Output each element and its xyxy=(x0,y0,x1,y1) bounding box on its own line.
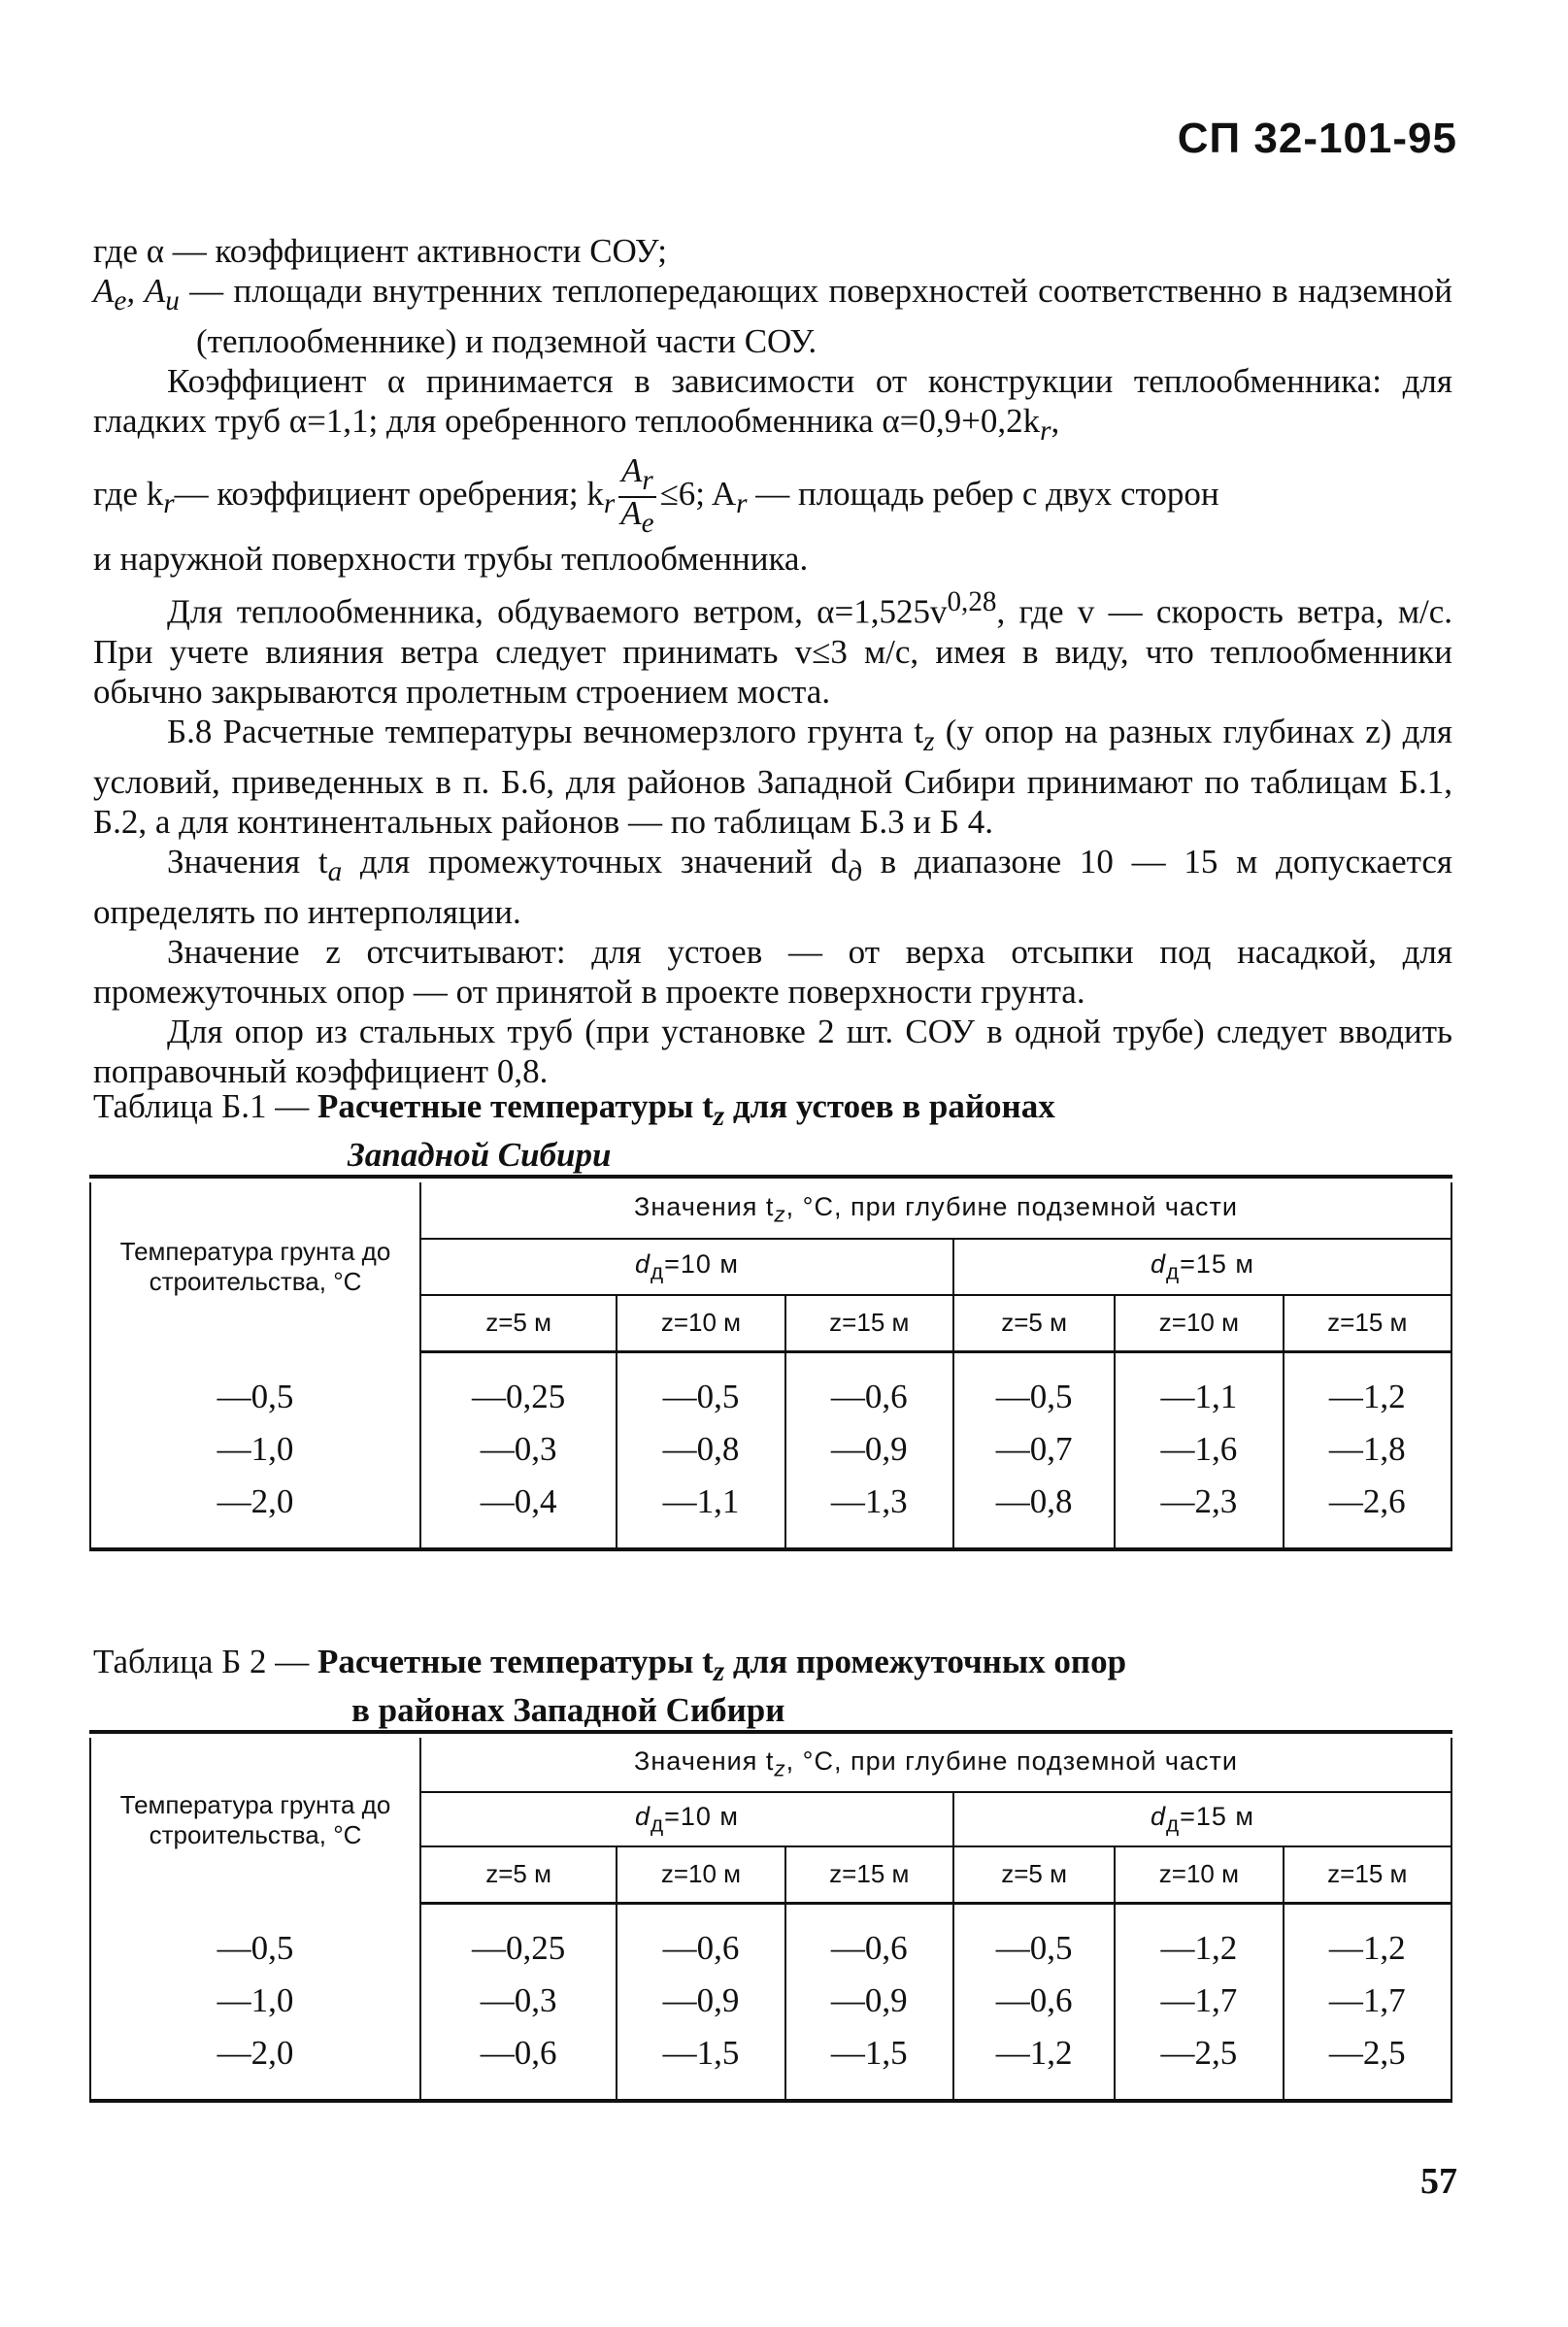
table-cell: —0,4 xyxy=(420,1476,617,1528)
table2 xyxy=(89,1738,1452,2103)
table-cell: —2,5 xyxy=(1115,2027,1283,2079)
symbol-sub: д xyxy=(848,855,862,887)
symbol-sub: z xyxy=(713,1101,725,1132)
text-fragment: Значения t xyxy=(634,1746,775,1777)
symbol: d xyxy=(634,1248,651,1279)
fraction-numerator xyxy=(618,451,655,498)
table2-caption-line1 xyxy=(93,1643,1126,1691)
table1-col-temperature: Температура грунта до строительства, °С xyxy=(90,1182,420,1351)
table2-group-d15 xyxy=(953,1792,1451,1846)
text-fragment: Б.8 Расчетные температуры вечномерзлого грунта t xyxy=(167,712,924,750)
symbol-sub: r xyxy=(1040,416,1051,447)
table1-spacer-bottom xyxy=(90,1528,1451,1549)
symbol: A xyxy=(621,451,643,489)
text-fragment: для промежуточных значений d xyxy=(342,842,849,881)
table-cell: —2,3 xyxy=(1115,1476,1283,1528)
caption-title xyxy=(317,1643,1127,1687)
table2-subcol: z=5 м xyxy=(420,1846,617,1903)
table2-group-d10 xyxy=(420,1792,953,1846)
table1-subcol: z=15 м xyxy=(785,1295,953,1351)
table-cell: —1,5 xyxy=(785,2027,953,2079)
table2-spacer-bottom xyxy=(90,2079,1451,2101)
table-cell: —1,7 xyxy=(1284,1975,1451,2027)
symbol-sub: z xyxy=(774,1756,786,1781)
table2-caption-line2: в районах Западной Сибири xyxy=(351,1691,785,1729)
table1-subcol: z=15 м xyxy=(1284,1295,1451,1351)
table-cell: —1,2 xyxy=(1115,1922,1283,1975)
table-cell: —0,5 xyxy=(90,1922,420,1975)
document-code-header: СП 32-101-95 xyxy=(1177,115,1457,162)
table2-top-rule xyxy=(89,1730,1452,1734)
paragraph-alpha-def: где α — коэффициент активности СОУ; xyxy=(93,232,668,270)
text-fragment: =10 м xyxy=(664,1248,739,1279)
symbol: A xyxy=(620,494,642,532)
table-cell: —0,8 xyxy=(617,1423,784,1476)
symbol-sub: д xyxy=(1165,1812,1181,1837)
table-cell: —2,0 xyxy=(90,2027,420,2079)
table-cell: —0,6 xyxy=(617,1922,784,1975)
table-row xyxy=(90,1476,1451,1528)
symbol-sub: z xyxy=(923,725,935,757)
symbol-sub: e xyxy=(114,285,127,316)
symbol: d xyxy=(1150,1801,1166,1831)
symbol: d xyxy=(634,1801,651,1831)
paragraph-steel-pipes: Для опор из стальных труб (при установке 2 шт. СОУ в одной трубе) следует вводить поправочный коэффициент 0,8. xyxy=(93,1012,1452,1090)
table-cell: —1,2 xyxy=(1284,1371,1451,1423)
table2-spacer xyxy=(90,1903,1451,1922)
table1-header-row-1 xyxy=(90,1182,1451,1239)
symbol-sub: z xyxy=(774,1202,786,1227)
table2-header-row-1 xyxy=(90,1738,1451,1792)
table-row xyxy=(90,1975,1451,2027)
table-cell: —0,25 xyxy=(420,1922,617,1975)
text-fragment: , где v — скорость ветра, м/с. При учете влияния ветра следует принимать v≤3 м/с, имея в виду, что теплообменники обычно закрываются пролетным строением моста. xyxy=(93,592,1452,711)
table-cell: —0,9 xyxy=(785,1423,953,1476)
table-cell: —1,0 xyxy=(90,1423,420,1476)
table-cell: —2,0 xyxy=(90,1476,420,1528)
page-number: 57 xyxy=(1420,2161,1457,2202)
fraction-denominator xyxy=(618,494,655,539)
symbol-a2: , A xyxy=(126,272,166,310)
table-cell: —0,6 xyxy=(953,1975,1115,2027)
table1-caption xyxy=(93,1087,1055,1175)
table-cell: —1,0 xyxy=(90,1975,420,2027)
table1-span-header xyxy=(420,1182,1451,1239)
text-fragment: Значения t xyxy=(634,1192,775,1222)
table2-caption xyxy=(93,1643,1126,1730)
text-fragment: , xyxy=(1051,402,1060,440)
text-fragment: (у опор на разных глубинах z) для условий, приведенных в п. Б.6, для районов Западной Сибири принимают по таблицам Б.1, Б.2, а для континентальных районов — по таблицам Б.3 и Б 4. xyxy=(93,712,1452,841)
table1-subcol: z=10 м xyxy=(1115,1295,1283,1351)
caption-prefix: Таблица Б 2 — xyxy=(93,1643,318,1680)
text-fragment: в диапазоне 10 — 15 м допускается определять по интерполяции. xyxy=(93,842,1452,931)
symbol-sub: r xyxy=(163,488,175,520)
text-fragment: Расчетные температуры t xyxy=(317,1087,714,1125)
table-cell: —0,6 xyxy=(785,1922,953,1975)
table1-subcol: z=10 м xyxy=(617,1295,784,1351)
table1-group-d10 xyxy=(420,1239,953,1295)
table-cell: —1,2 xyxy=(953,2027,1115,2079)
table-cell: —1,2 xyxy=(1284,1922,1451,1975)
table-cell: —1,5 xyxy=(617,2027,784,2079)
table-cell: —0,7 xyxy=(953,1423,1115,1476)
table1-top-rule xyxy=(89,1175,1452,1179)
table2-subcol: z=10 м xyxy=(617,1846,784,1903)
table-cell: —0,8 xyxy=(953,1476,1115,1528)
table-cell: —1,6 xyxy=(1115,1423,1283,1476)
text-fragment: ≤6; A xyxy=(659,475,737,514)
table-cell: —0,9 xyxy=(617,1975,784,2027)
symbol-sub: д xyxy=(650,1259,665,1284)
symbol-sub: д xyxy=(1165,1259,1181,1284)
table1 xyxy=(89,1182,1452,1551)
table-cell: —0,5 xyxy=(617,1371,784,1423)
paragraph-outer-surface: и наружной поверхности трубы теплообменника. xyxy=(93,540,809,578)
text-fragment: — площадь ребер с двух сторон xyxy=(747,475,1219,514)
table2-subcol: z=15 м xyxy=(785,1846,953,1903)
text-fragment: Для теплообменника, обдуваемого ветром, α=1,525v xyxy=(167,592,948,631)
table-cell: —0,9 xyxy=(785,1975,953,2027)
symbol-sub: z xyxy=(713,1656,725,1687)
table-cell: —1,1 xyxy=(617,1476,784,1528)
paragraph-area-def xyxy=(93,271,1452,361)
text-fragment: Расчетные температуры t xyxy=(317,1643,714,1680)
text-fragment: — площади внутренних теплопередающих поверхностей соответственно в надземной (теплообменнике) и подземной части СОУ. xyxy=(179,272,1452,360)
caption-title xyxy=(317,1087,1055,1132)
table2-subcol: z=5 м xyxy=(953,1846,1115,1903)
table-cell: —0,5 xyxy=(953,1371,1115,1423)
table-cell: —2,5 xyxy=(1284,2027,1451,2079)
table-cell: —0,25 xyxy=(420,1371,617,1423)
text-fragment: Значения t xyxy=(167,842,328,881)
caption-prefix: Таблица Б.1 — xyxy=(93,1087,318,1125)
text-fragment: где k xyxy=(93,475,164,514)
table1-group-d15 xyxy=(953,1239,1451,1295)
fraction xyxy=(618,451,655,539)
table-cell: —0,5 xyxy=(953,1922,1115,1975)
table1-caption-line2: Западной Сибири xyxy=(348,1136,612,1174)
table-row xyxy=(90,1423,1451,1476)
symbol-sub2: u xyxy=(165,285,180,316)
table-row xyxy=(90,1922,1451,1975)
text-fragment: — коэффициент оребрения; k xyxy=(174,475,604,514)
text-fragment: =15 м xyxy=(1180,1248,1254,1279)
text-fragment: =15 м xyxy=(1180,1801,1254,1831)
paragraph-b8 xyxy=(93,712,1452,842)
table-cell: —0,6 xyxy=(420,2027,617,2079)
table1-subcol: z=5 м xyxy=(420,1295,617,1351)
symbol-sub: r xyxy=(736,488,748,520)
paragraph-fin-coefficient xyxy=(93,451,1452,539)
table-cell: —1,3 xyxy=(785,1476,953,1528)
table2-subcol: z=10 м xyxy=(1115,1846,1283,1903)
table-cell: —2,6 xyxy=(1284,1476,1451,1528)
table-row xyxy=(90,2027,1451,2079)
table1-subcol: z=5 м xyxy=(953,1295,1115,1351)
table-cell: —0,3 xyxy=(420,1423,617,1476)
table2-subcol: z=15 м xyxy=(1284,1846,1451,1903)
table-cell: —1,1 xyxy=(1115,1371,1283,1423)
table-cell: —1,8 xyxy=(1284,1423,1451,1476)
text-fragment: =10 м xyxy=(664,1801,739,1831)
text-fragment: , °С, при глубине подземной части xyxy=(785,1746,1238,1777)
paragraph-wind xyxy=(93,582,1452,712)
table2-span-header xyxy=(420,1738,1451,1792)
paragraph-interpolation xyxy=(93,842,1452,932)
symbol-sub: д xyxy=(650,1812,665,1837)
paragraph-z-origin: Значение z отсчитывают: для устоев — от верха отсыпки под насадкой, для промежуточных опор — от принятой в проекте поверхности грунта. xyxy=(93,932,1452,1011)
table1-spacer xyxy=(90,1351,1451,1371)
text-fragment: , °С, при глубине подземной части xyxy=(785,1192,1238,1222)
table-row xyxy=(90,1371,1451,1423)
table-cell: —0,5 xyxy=(90,1371,420,1423)
symbol-sub: r xyxy=(642,465,653,496)
table-cell: —1,7 xyxy=(1115,1975,1283,2027)
symbol-sub: e xyxy=(641,508,654,539)
table-cell: —0,3 xyxy=(420,1975,617,2027)
table1-caption-line1 xyxy=(93,1087,1055,1136)
table-cell: —0,6 xyxy=(785,1371,953,1423)
symbol: d xyxy=(1150,1248,1166,1279)
paragraph-coefficient xyxy=(93,361,1452,451)
symbol-a: A xyxy=(93,272,115,310)
symbol-sub: a xyxy=(327,855,343,887)
text-fragment: для промежуточных опор xyxy=(724,1643,1127,1680)
body-text xyxy=(93,231,1452,1091)
text-fragment: Коэффициент α принимается в зависимости от конструкции теплообменника: для гладких труб α=1,1; для оребренного теплообменника α=0,9+0,2k xyxy=(93,362,1452,440)
table2-col-temperature: Температура грунта до строительства, °С xyxy=(90,1738,420,1903)
symbol-sub: r xyxy=(603,488,616,520)
exponent: 0,28 xyxy=(947,586,997,617)
text-fragment: для устоев в районах xyxy=(724,1087,1055,1125)
